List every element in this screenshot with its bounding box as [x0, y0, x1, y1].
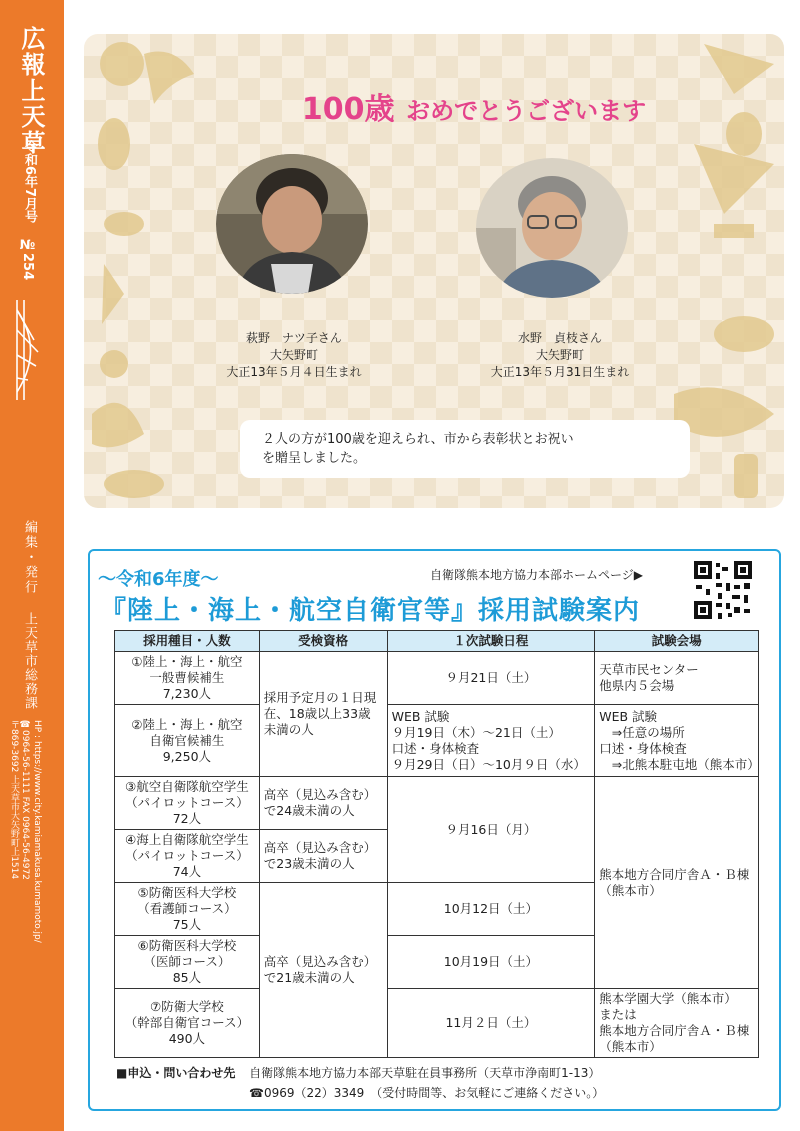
- address: 〒869-3692 上天草市大矢野町上1514: [9, 720, 19, 880]
- heading-age: 100歳: [301, 92, 395, 127]
- venue-cell: 熊本学園大学（熊本市） または 熊本地方合同庁舎Ａ・Ｂ棟（熊本市）: [595, 989, 759, 1058]
- contact-phone: ☎0969（22）3349 （受付時間等、お気軽にご連絡ください。）: [249, 1086, 605, 1100]
- person-2-caption: [460, 330, 660, 381]
- qualification-cell: 高卒（見込み含む）で23歳未満の人: [259, 830, 387, 883]
- person-1-town: 大矢野町: [269, 348, 318, 362]
- schedule-cell: WEB 試験 ９月19日（木）～21日（土） 口述・身体検査 ９月29日（日）～10月９日（水）: [387, 705, 595, 777]
- schedule-cell: 10月12日（土）: [387, 883, 595, 936]
- recruitment-table: [114, 630, 759, 1058]
- category-cell: ①陸上・海上・航空 一般曹候補生 7,230人: [115, 652, 260, 705]
- greeting-heading: [224, 84, 724, 128]
- schedule-cell: ９月16日（月）: [387, 777, 595, 883]
- category-cell: ③航空自衛隊航空学生 （パイロットコース） 72人: [115, 777, 260, 830]
- schedule-cell: ９月21日（土）: [387, 652, 595, 705]
- table-row: [115, 705, 759, 777]
- venue-cell: WEB 試験 ⇒任意の場所 口述・身体検査 ⇒北熊本駐屯地（熊本市）: [595, 705, 759, 777]
- schedule-cell: 11月２日（土）: [387, 989, 595, 1058]
- category-cell: ④海上自衛隊航空学生 （パイロットコース） 74人: [115, 830, 260, 883]
- table-header-row: [115, 631, 759, 652]
- schedule-cell: 10月19日（土）: [387, 936, 595, 989]
- person-1-caption: [194, 330, 394, 381]
- portrait-photo-1: [216, 154, 368, 294]
- issue-number: №254: [20, 238, 35, 281]
- homepage-url: HP : https://www.city.kamiamakusa.kumamoto.jp/: [32, 720, 42, 943]
- greeting-note: [240, 420, 690, 478]
- header-category: 採用種目・人数: [115, 631, 260, 652]
- contact-label: ■申込・問い合わせ先: [116, 1066, 236, 1080]
- contact-info: [116, 1063, 604, 1103]
- header-qualification: 受検資格: [259, 631, 387, 652]
- header-venue: 試験会場: [595, 631, 759, 652]
- note-line-2: を贈呈しました。: [262, 451, 367, 466]
- qr-code-icon[interactable]: [692, 559, 754, 621]
- category-cell: ⑥防衛医科大学校 （医師コース） 85人: [115, 936, 260, 989]
- heading-congrats: おめでとうございます: [406, 97, 647, 125]
- bridge-icon: [14, 300, 48, 400]
- table-row: [115, 652, 759, 705]
- issue-date: 令和6年7月号: [22, 140, 37, 224]
- editor-label: 編集・発行: [22, 520, 37, 595]
- recruitment-subtitle: ～令和6年度～: [98, 569, 219, 590]
- contact-office: 自衛隊熊本地方協力本部天草駐在員事務所（天草市浄南町1-13）: [249, 1066, 601, 1080]
- tel-fax: ☎0964-56-1111 FAX 0964-56-4972: [20, 720, 30, 880]
- person-1-born: 大正13年５月４日生まれ: [226, 365, 362, 379]
- sidebar: [0, 0, 64, 1131]
- header-schedule: １次試験日程: [387, 631, 595, 652]
- magazine-title: 広報上天草: [17, 26, 45, 156]
- category-cell: ②陸上・海上・航空 自衛官候補生 9,250人: [115, 705, 260, 777]
- person-2-born: 大正13年５月31日生まれ: [490, 365, 630, 379]
- person-1-name: 萩野 ナツ子さん: [246, 331, 342, 345]
- venue-cell: 熊本地方合同庁舎Ａ・Ｂ棟（熊本市）: [595, 777, 759, 989]
- category-cell: ⑦防衛大学校 （幹部自衛官コース） 490人: [115, 989, 260, 1058]
- recruitment-title: 『陸上・海上・航空自衛官等』採用試験案内: [100, 596, 641, 626]
- person-2-name: 水野 貞枝さん: [517, 331, 602, 345]
- table-row: [115, 777, 759, 830]
- portrait-photo-2: [476, 158, 628, 298]
- homepage-link[interactable]: 自衛隊熊本地方協力本部ホームページ▶: [430, 568, 643, 582]
- note-line-1: ２人の方が100歳を迎えられ、市から表彰状とお祝い: [262, 432, 574, 447]
- table-row: [115, 989, 759, 1058]
- qualification-cell: 採用予定月の１日現在、18歳以上33歳未満の人: [259, 652, 387, 777]
- qualification-cell: 高卒（見込み含む）で24歳未満の人: [259, 777, 387, 830]
- person-2-town: 大矢野町: [535, 348, 584, 362]
- editor-name: 上天草市総務課: [22, 612, 37, 710]
- venue-cell: 天草市民センター 他県内５会場: [595, 652, 759, 705]
- category-cell: ⑤防衛医科大学校 （看護師コース） 75人: [115, 883, 260, 936]
- qualification-cell: 高卒（見込み含む）で21歳未満の人: [259, 883, 387, 1058]
